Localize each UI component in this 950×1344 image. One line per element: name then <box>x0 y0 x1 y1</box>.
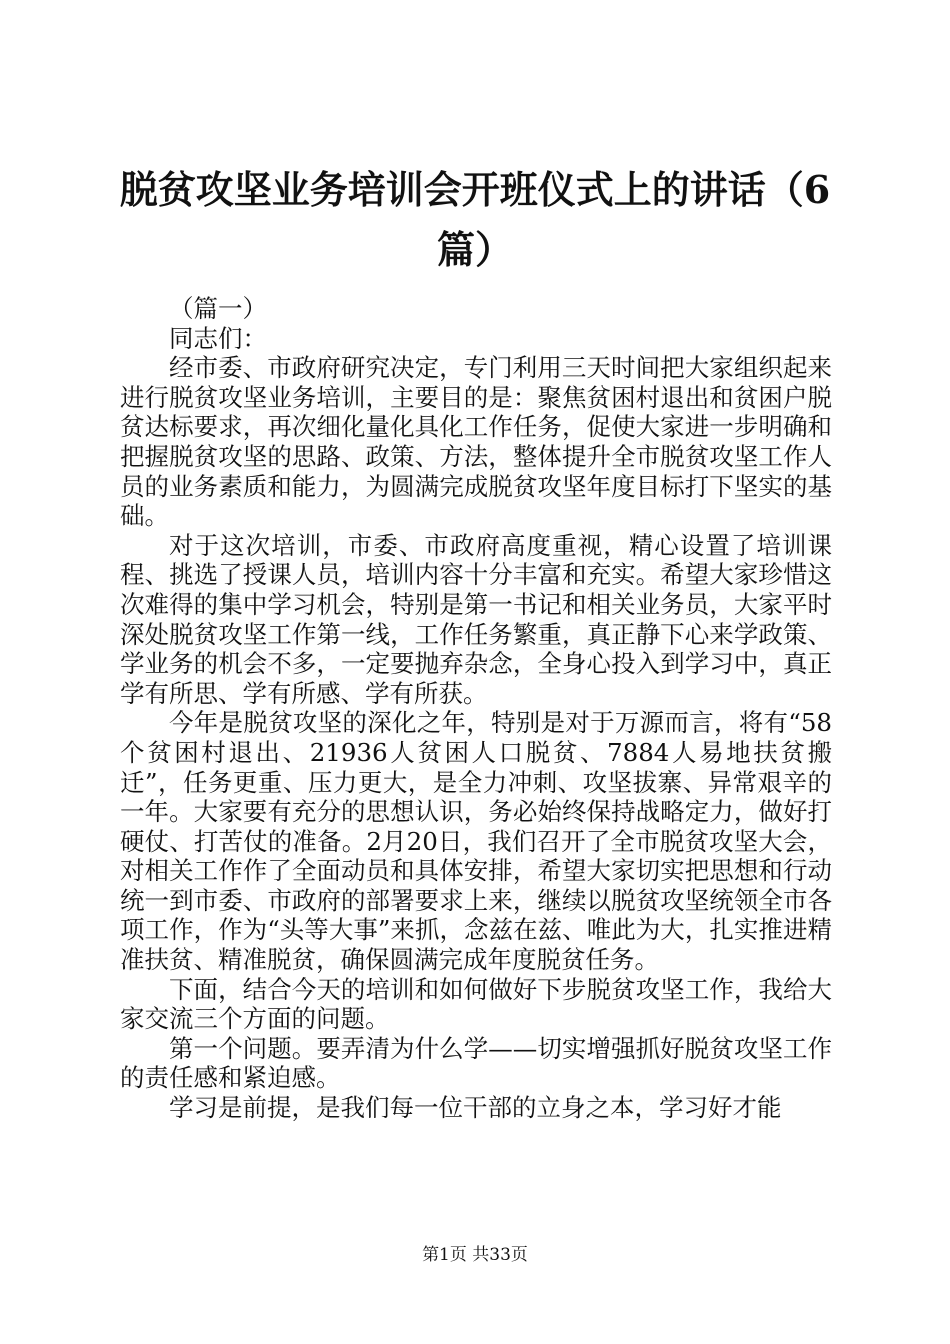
salutation: 同志们： <box>169 323 267 353</box>
body-paragraph: 学习是前提，是我们每一位干部的立身之本，学习好才能 <box>169 1093 782 1123</box>
page-footer: 第1页 共33页 <box>422 1245 528 1265</box>
body-paragraph: 经市委、市政府研究决定，专门利用三天时间把大家组织起来进行脱贫攻坚业务培训，主要目的是：聚焦贫困村退出和贫困户脱贫达标要求，再次细化量化具化工作任务，促使大家进一步明确和把握脱贫攻坚的思路、政策、方法，整体提升全市脱贫攻坚工作人员的业务素质和能力，为圆满完成脱贫攻坚年度目标打下坚实的基础。 <box>120 353 832 531</box>
body-paragraph: 第一个问题。要弄清为什么学——切实增强抓好脱贫攻坚工作的责任感和紧迫感。 <box>120 1033 832 1093</box>
body-paragraph: 对于这次培训，市委、市政府高度重视，精心设置了培训课程、挑选了授课人员，培训内容十分丰富和充实。希望大家珍惜这次难得的集中学习机会，特别是第一书记和相关业务员，大家平时深处脱贫攻坚工作第一线，工作任务繁重，真正静下心来学政策、学业务的机会不多，一定要抛弃杂念，全身心投入到学习中，真正学有所思、学有所感、学有所获。 <box>120 530 832 708</box>
document-body <box>120 294 832 1123</box>
document-title: 脱贫攻坚业务培训会开班仪式上的讲话（6篇） <box>119 167 831 272</box>
section-heading: （篇一） <box>169 294 267 323</box>
body-paragraph: 今年是脱贫攻坚的深化之年，特别是对于万源而言，将有“58个贫困村退出、21936人贫困人口脱贫、7884人易地扶贫搬迁”，任务更重、压力更大，是全力冲刺、攻坚拔寨、异常艰辛的一年。大家要有充分的思想认识，务必始终保持战略定力，做好打硬仗、打苦仗的准备。2月20日，我们召开了全市脱贫攻坚大会，对相关工作作了全面动员和具体安排，希望大家切实把思想和行动统一到市委、市政府的部署要求上来，继续以脱贫攻坚统领全市各项工作，作为“头等大事”来抓，念兹在兹、唯此为大，扎实推进精准扶贫、精准脱贫，确保圆满完成年度脱贫任务。 <box>120 708 832 975</box>
body-paragraph: 下面，结合今天的培训和如何做好下步脱贫攻坚工作，我给大家交流三个方面的问题。 <box>120 974 832 1034</box>
